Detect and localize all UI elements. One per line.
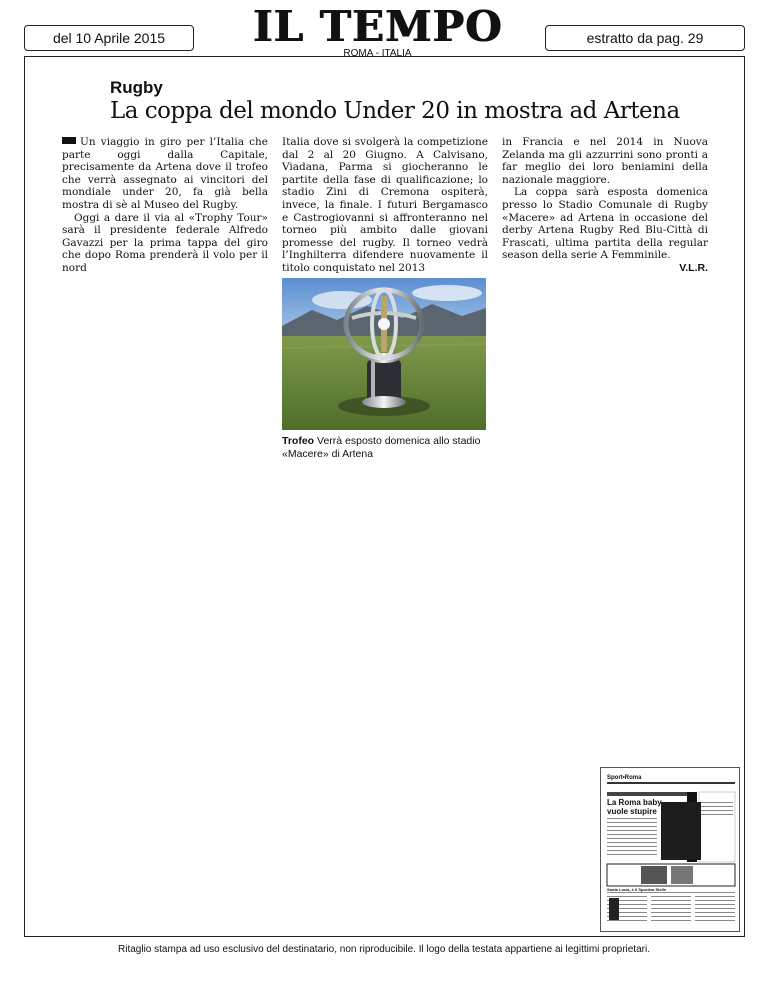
- article-headline: La coppa del mondo Under 20 in mostra ad Artena: [110, 98, 680, 124]
- column-paragraph: Italia dove si svolgerà la competizione dal 2 al 20 Giugno. A Calvisano, Viadana, Parma si giocheranno le partite della fase di qualificazione; lo stadio Zini di Cremona ospiterà, invece, la finale. I futuri Bergamasco e Castrogiovanni si affronteranno nel torneo più ambito dalle giovani promesse del rugby. Il torneo vedrà l’Inghilterra difendere nuovamente il titolo conquistato nel 2013: [282, 136, 488, 274]
- author-signature: V.L.R.: [679, 261, 708, 274]
- masthead-subtitle: ROMA - ITALIA: [343, 48, 412, 59]
- caption-label: Trofeo: [282, 435, 315, 447]
- extract-box: [545, 25, 745, 51]
- footer-disclaimer: Ritaglio stampa ad uso esclusivo del destinatario, non riproducibile. Il logo della testata appartiene ai legittimi proprietari.: [118, 944, 650, 955]
- trophy-image: [282, 278, 486, 430]
- thumbnail-headline-2: vuole stupire: [607, 807, 657, 816]
- date-label: del 10 Aprile 2015: [52, 30, 166, 46]
- thumbnail-headline-1: La Roma baby: [607, 798, 662, 807]
- thumbnail-section: Sport•Roma: [607, 775, 642, 781]
- column-paragraph: in Francia e nel 2014 in Nuova Zelanda ma gli azzurrini sono pronti a far meglio dei loro beniamini della nazionale maggiore.: [502, 136, 708, 186]
- newspaper-logo: IL TEMPO: [252, 2, 503, 51]
- column-paragraph: Un viaggio in giro per l’Italia che parte oggi dalla Capitale, precisamente da Artena dove il trofeo che verrà assegnato ai vincitori del mondiale under 20, fa già bella mostra di sè al Museo del Rugby.: [62, 136, 268, 211]
- column-paragraph: Oggi a dare il via al «Trophy Tour» sarà il presidente federale Alfredo Gavazzi per la prima tappa del giro che dopo Roma prenderà il volo per il nord: [62, 211, 268, 274]
- caption-text: Verrà esposto domenica allo stadio «Macere» di Artena: [282, 435, 481, 460]
- masthead: [245, 2, 510, 59]
- date-box: [24, 25, 194, 51]
- thumbnail-bottom-headline: Santa Lucia, è il Sportiva Stelle: [607, 887, 667, 892]
- article-column-1: [62, 136, 268, 275]
- lead-square-icon: [62, 137, 76, 144]
- article-kicker: Rugby: [110, 78, 163, 97]
- page-thumbnail: [600, 767, 740, 932]
- column-paragraph: La coppa sarà esposta domenica presso lo Stadio Comunale di Rugby «Macere» ad Artena in occasione del derby Artena Rugby Red Blu-Città di Frascati, ultima partita della regular season della serie A Femminile. V.L.R.: [502, 186, 708, 274]
- photo-caption: [282, 435, 492, 461]
- article-column-3: [502, 136, 708, 275]
- extract-label: estratto da pag. 29: [586, 30, 704, 46]
- thumbnail-page-layout: [601, 768, 740, 932]
- article-column-2: [282, 136, 488, 275]
- trophy-photo: [282, 278, 486, 430]
